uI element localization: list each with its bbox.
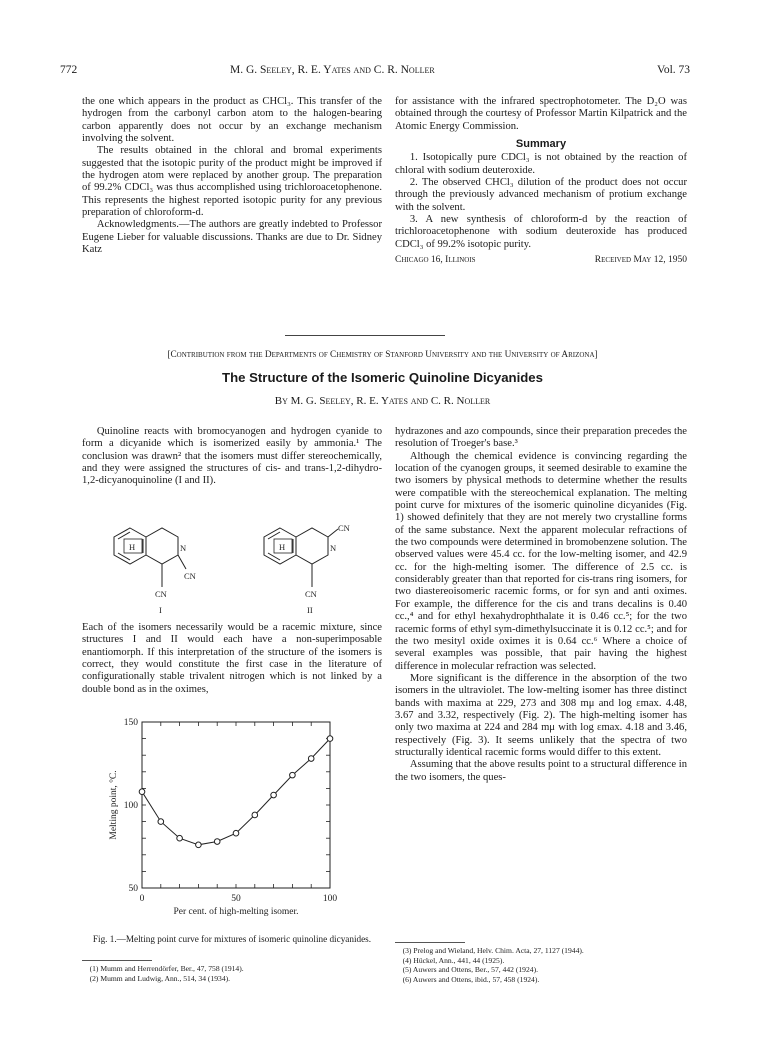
y-tick-label: 150 — [123, 718, 138, 728]
paragraph: Quinoline reacts with bromocyanogen and hydrogen cyanide to form a dicyanide which is isomerized easily by ammonia.¹ The conclusion was drawn² that the isomers must differ stereochemically, and they were assigned the structures of cis- and trans-1,2-dihydro-1,2-dicyanoquinoline (I and II). — [82, 426, 382, 487]
article-left-intro — [82, 426, 382, 488]
paragraph: Each of the isomers necessarily would be a racemic mixture, since structures I and II would each have a non-superimposable enantiomorph. If this interpretation of the structure of the isomers is correct, they would constitute the first case in the literature of configurationally stable trivalent nitrogen which is not linked by a double bond as in the oximes, — [82, 622, 382, 695]
structure-label-i: I — [159, 605, 162, 615]
n-label-ii: N — [330, 543, 337, 553]
footnote: (1) Mumm and Herrendörfer, Ber., 47, 758 (1914). — [89, 964, 244, 973]
paragraph: Assuming that the above results point to a structural difference in the two isomers, the ques- — [395, 759, 687, 783]
paragraph: the one which appears in the product as CHCl₃. This transfer of the hydrogen from the carbonyl carbon atom to the halogen-bearing carbon apparently does not occur by an exchange mechanism involving the solvent. — [82, 96, 382, 145]
plot-frame — [142, 722, 330, 888]
footnote-rule-right — [395, 942, 465, 943]
data-point — [271, 792, 277, 798]
summary-item: 2. The observed CHCl₃ dilution of the product does not occur through the previously advanced mechanism of protium exchange with the solvent. — [395, 177, 687, 213]
data-point — [252, 812, 258, 818]
data-point — [177, 835, 183, 841]
prev-article-right-column — [395, 96, 687, 266]
article-title: The Structure of the Isomeric Quinoline Dicyanides — [222, 370, 543, 385]
contribution-line: [Contribution from the Departments of Chemistry of Stanford University and the University of Arizona] — [167, 350, 598, 360]
data-point — [139, 789, 145, 795]
footnote: (4) Hückel, Ann., 441, 44 (1925). — [402, 955, 505, 965]
quinoline-structures — [100, 525, 360, 617]
summary-item: 3. A new synthesis of chloroform-d by the reaction of trichloroacetophenone with sodium deuteroxide has produced CDCl₃ of 99.2% isotopic purity. — [395, 214, 687, 250]
received-date: Received May 12, 1950 — [594, 255, 687, 266]
paragraph: for assistance with the infrared spectrophotometer. The D₂O was obtained through the courtesy of Professor Martin Kilpatrick and the Atomic Energy Commission. — [395, 96, 687, 132]
footnote-rule-left — [82, 960, 152, 961]
running-title: M. G. Seeley, R. E. Yates and C. R. Noller — [230, 64, 435, 76]
paragraph: More significant is the difference in the absorption of the two isomers in the ultraviolet. The low-melting isomer has three distinct bands with maxima at 229, 273 and 308 mμ and log εmax. 4.48, 3.67 and 3.32, respectively (Fig. 2). The high-melting isomer has only two maxima at 224 and 284 mμ with log εmax. 4.18 and 3.46, respectively (Fig. 3). It seems unlikely that the spectra of two structurally identical racemic forms would differ to this extent. — [395, 672, 687, 758]
footnote: (3) Prelog and Wieland, Helv. Chim. Acta, 27, 1127 (1944). — [402, 946, 584, 955]
paragraph: The results obtained in the chloral and bromal experiments suggested that the isotopic purity of the product might be improved if the hydrogen atom were replaced by another group. The preparation of 99.2% CDCl₃ was thus accomplished using trichloroacetophenone. This represents the highest reported isotopic purity for any previous preparation of chloroform-d. — [82, 145, 382, 219]
y-axis-label: Melting point, °C. — [109, 770, 119, 840]
footnote: (2) Mumm and Ludwig, Ann., 514, 34 (1934). — [89, 973, 231, 983]
structure-label-ii: II — [307, 605, 313, 615]
cn-label-ii-c: CN — [305, 589, 317, 599]
cn-label-i-c: CN — [155, 589, 167, 599]
melting-point-curve — [142, 739, 330, 845]
paragraph: Acknowledgments.—The authors are greatly indebted to Professor Eugene Lieber for valuable discussions. Thanks are due to Dr. Sidney Katz — [82, 219, 382, 256]
data-point — [196, 842, 202, 848]
x-tick-label: 0 — [139, 894, 145, 904]
page-number: 772 — [60, 64, 78, 76]
data-point — [214, 839, 220, 845]
summary-heading: Summary — [515, 138, 567, 151]
data-point — [158, 819, 164, 825]
summary-item: 1. Isotopically pure CDCl₃ is not obtained by the reaction of chloral with sodium deuteroxide. — [395, 152, 687, 176]
footnotes-right — [395, 946, 687, 984]
x-axis-label: Per cent. of high-melting isomer. — [173, 907, 299, 917]
n-label-i: N — [180, 543, 187, 553]
byline: By M. G. Seeley, R. E. Yates and C. R. Noller — [274, 395, 491, 407]
data-point — [327, 736, 333, 742]
cn-label-ii-n: CN — [338, 525, 350, 533]
paragraph: Although the chemical evidence is convincing regarding the location of the cyanogen groups, it seemed desirable to examine the two isomers by physical methods to determine whether the results were compatible with the stereochemical explanation. The melting point curve for mixtures of the isomeric quinoline dicyanides (Fig. 1) showed definitely that they are not merely two crystalline forms of the same substance. Next the apparent molecular refractions of the two compounds were determined in bromobenzene solution. The observed values were 45.4 cc. for the low-melting isomer, and 42.9 cc. for the high-melting isomer. The difference of 2.5 cc. is considerably greater than that reported for cis-trans ring isomers, for two diastereoisomeric racemic forms, or for syn and anti oximes. For example, the difference for the cis and trans decalins is 0.40 cc.,⁴ and for ethyl hexahydrophthalate it is 0.46 cc.⁵; for the two racemic forms of ethyl sym-dimethylsuccinate it is 0.12 cc.⁵; and for the two mesityl oxide oximes it is 0.64 cc.⁶ Where a choice of several examples was possible, that pair having the highest difference in molecular refraction was selected. — [395, 450, 687, 672]
h-label-ii: H — [279, 542, 286, 552]
figure-caption: Fig. 1.—Melting point curve for mixtures of isomeric quinoline dicyanides. — [92, 934, 372, 944]
h-label-i: H — [129, 542, 136, 552]
prev-article-left-column — [82, 96, 382, 256]
article-left-continued — [82, 622, 382, 696]
data-point — [233, 830, 239, 836]
data-point — [290, 772, 296, 778]
y-tick-label: 100 — [123, 801, 138, 811]
volume-label: Vol. 73 — [657, 64, 691, 76]
location: Chicago 16, Illinois — [395, 255, 476, 266]
paragraph: hydrazones and azo compounds, since their preparation precedes the resolution of Troeger's base.³ — [395, 426, 687, 450]
melting-point-chart — [80, 712, 370, 917]
footnotes-left — [82, 964, 382, 983]
y-tick-label: 50 — [128, 884, 138, 894]
footnote: (6) Auwers and Ottens, ibid., 57, 458 (1924). — [402, 974, 540, 984]
article-right-column — [395, 426, 687, 784]
x-tick-label: 100 — [322, 894, 338, 904]
article-separator — [285, 335, 445, 336]
x-tick-label: 50 — [231, 894, 241, 904]
cn-label-i-n: CN — [184, 571, 196, 581]
data-point — [308, 756, 314, 762]
footnote: (5) Auwers and Ottens, Ber., 57, 442 (1924). — [402, 965, 538, 975]
